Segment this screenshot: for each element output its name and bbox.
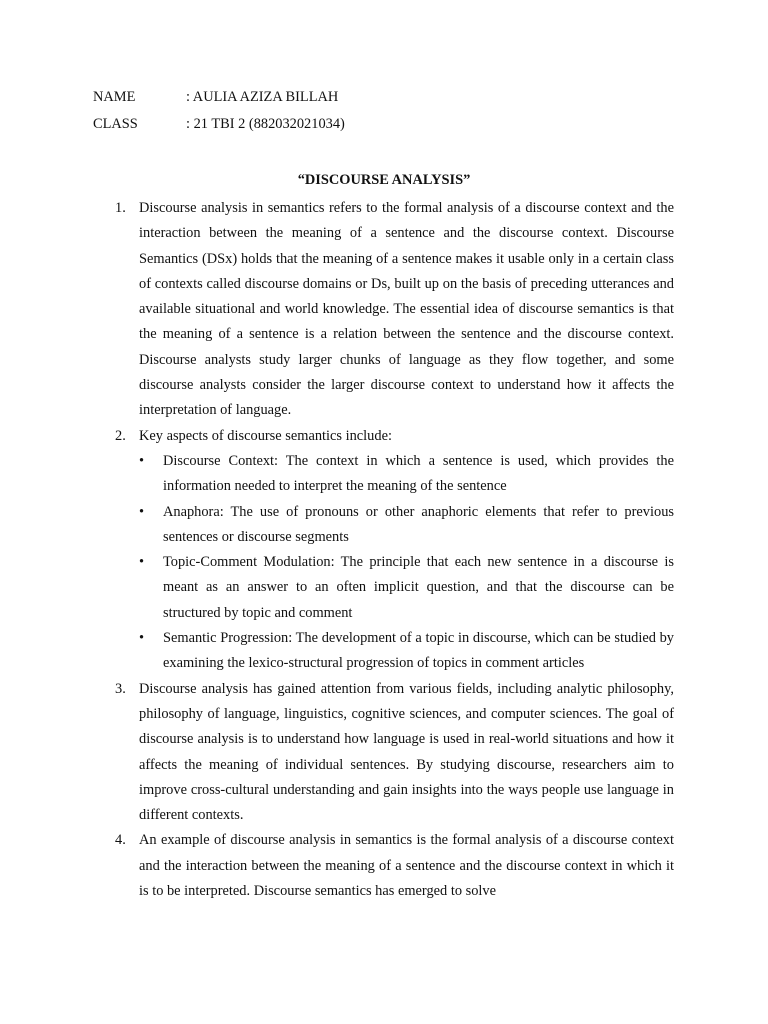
item-number: 2. (115, 427, 126, 444)
bullet-text: Anaphora: The use of pronouns or other anaphoric elements that refer to previous sentences or discourse segments (163, 503, 674, 545)
numbered-list (115, 196, 674, 904)
item-text: An example of discourse analysis in semantics is the formal analysis of a discourse context and the interaction between the meaning of a sentence and the discourse context in which it is to be interpreted. Discourse semantics has emerged to solve (139, 832, 674, 900)
bullet-icon: • (139, 554, 145, 571)
item-number: 3. (115, 680, 126, 697)
bullet-text: Discourse Context: The context in which a sentence is used, which provides the information needed to interpret the meaning of the sentence (163, 452, 674, 495)
name-value: : AULIA AZIZA BILLAH (186, 89, 339, 105)
bullet-text: Semantic Progression: The development of a topic in discourse, which can be studied by examining the lexico-structural progression of topics in comment articles (163, 630, 674, 672)
list-item (115, 828, 674, 904)
header-name-row (93, 87, 338, 107)
bullet-icon: • (139, 630, 145, 647)
bullet-icon: • (139, 452, 145, 469)
header-class-row (93, 114, 345, 134)
item-number: 1. (115, 200, 126, 216)
name-label: NAME (93, 89, 136, 105)
item-text: Key aspects of discourse semantics include: (139, 427, 392, 444)
document-title: “DISCOURSE ANALYSIS” (297, 172, 471, 188)
item-text: Discourse analysis has gained attention from various fields, including analytic philosophy, philosophy of language, linguistics, cognitive sciences, and computer sciences. The goal of discourse analysis is to understand how language is used in real-world situations and how it affects the meaning of individual sentences. By studying discourse, researchers aim to improve cross-cultural understanding and gain insights into the ways people use language in different contexts. (139, 680, 674, 824)
bullet-list (139, 449, 674, 677)
bullet-icon: • (139, 503, 145, 520)
class-value: : 21 TBI 2 (882032021034) (186, 116, 345, 132)
class-label: CLASS (93, 116, 138, 132)
item-text: Discourse analysis in semantics refers to the formal analysis of a discourse context and the interaction between the meaning of a sentence and the discourse context. Discourse Semantics (DSx) holds that the meaning of a sentence makes it usable only in a certain class of contexts called discourse domains or Ds, built up on the basis of preceding utterances and available situational and world knowledge. The essential idea of discourse semantics is that the meaning of a sentence is a relation between the sentence and the discourse context. Discourse analysts study larger chunks of language as they flow together, and some discourse analysts consider the larger discourse context to understand how it affects the interpretation of language. (139, 200, 674, 419)
list-item (115, 196, 674, 424)
bullet-item (139, 550, 674, 626)
bullet-item (139, 500, 674, 551)
bullet-item (139, 626, 674, 677)
bullet-item (139, 449, 674, 500)
item-number: 4. (115, 832, 126, 849)
list-item (115, 424, 674, 677)
bullet-text: Topic-Comment Modulation: The principle that each new sentence in a discourse is meant as an answer to an often implicit question, and that the discourse can be structured by topic and comment (163, 554, 674, 621)
list-item (115, 677, 674, 829)
